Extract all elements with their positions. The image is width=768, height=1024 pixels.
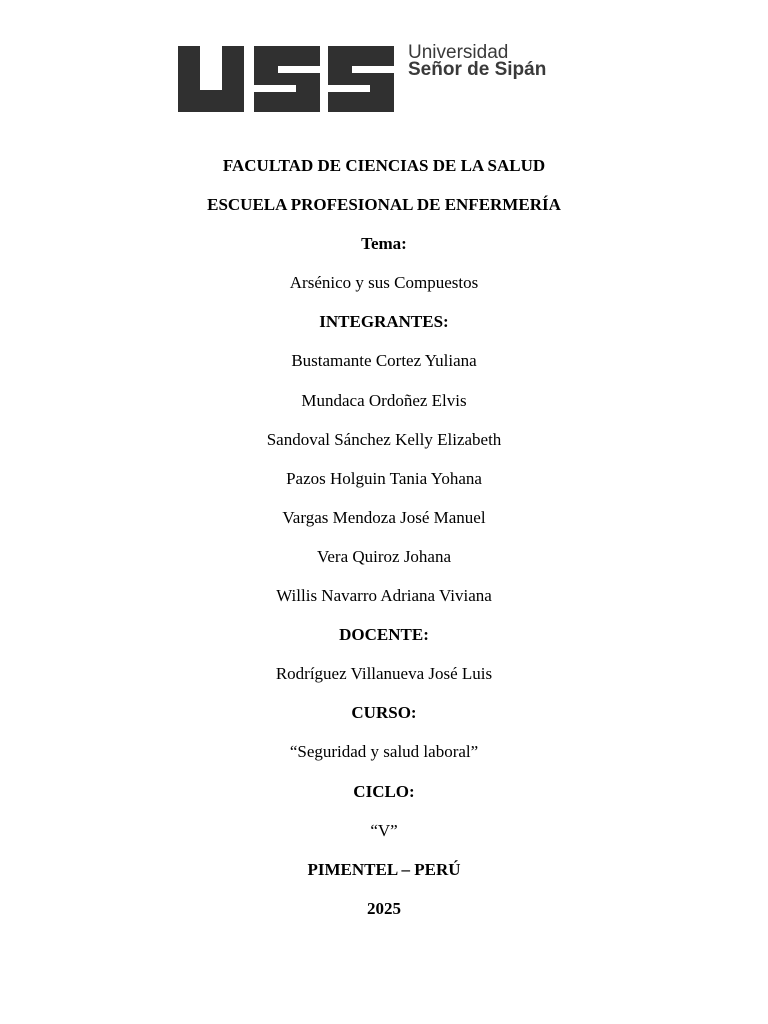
member-name: Willis Navarro Adriana Viviana [276, 586, 492, 606]
faculty-heading: FACULTAD DE CIENCIAS DE LA SALUD [222, 156, 546, 175]
course-label: CURSO: [351, 703, 417, 723]
cover-page-content [0, 155, 768, 937]
university-logo [178, 44, 578, 114]
member-name: Vargas Mendoza José Manuel [282, 507, 486, 527]
uss-logo-mark [178, 44, 398, 114]
topic-value: Arsénico y sus Compuestos [289, 273, 479, 293]
member-name: Bustamante Cortez Yuliana [291, 351, 477, 371]
member-name: Sandoval Sánchez Kelly Elizabeth [266, 429, 502, 449]
year: 2025 [367, 898, 401, 918]
logo-text-senor-de-sipan: Señor de Sipán [408, 59, 547, 80]
topic-label: Tema: [361, 234, 407, 254]
logo-text-universidad: Universidad [408, 42, 509, 63]
cycle-label: CICLO: [353, 781, 415, 801]
teacher-label: DOCENTE: [339, 625, 429, 645]
location: PIMENTEL – PERÚ [307, 859, 461, 879]
school-heading: ESCUELA PROFESIONAL DE ENFERMERÍA [207, 195, 561, 215]
member-name: Vera Quiroz Johana [316, 546, 452, 566]
member-name: Mundaca Ordoñez Elvis [301, 390, 467, 410]
course-name: “Seguridad y salud laboral” [289, 742, 479, 762]
members-label: INTEGRANTES: [319, 312, 449, 332]
member-name: Pazos Holguin Tania Yohana [286, 468, 482, 488]
teacher-name: Rodríguez Villanueva José Luis [275, 664, 493, 684]
cycle-value: “V” [370, 820, 398, 840]
